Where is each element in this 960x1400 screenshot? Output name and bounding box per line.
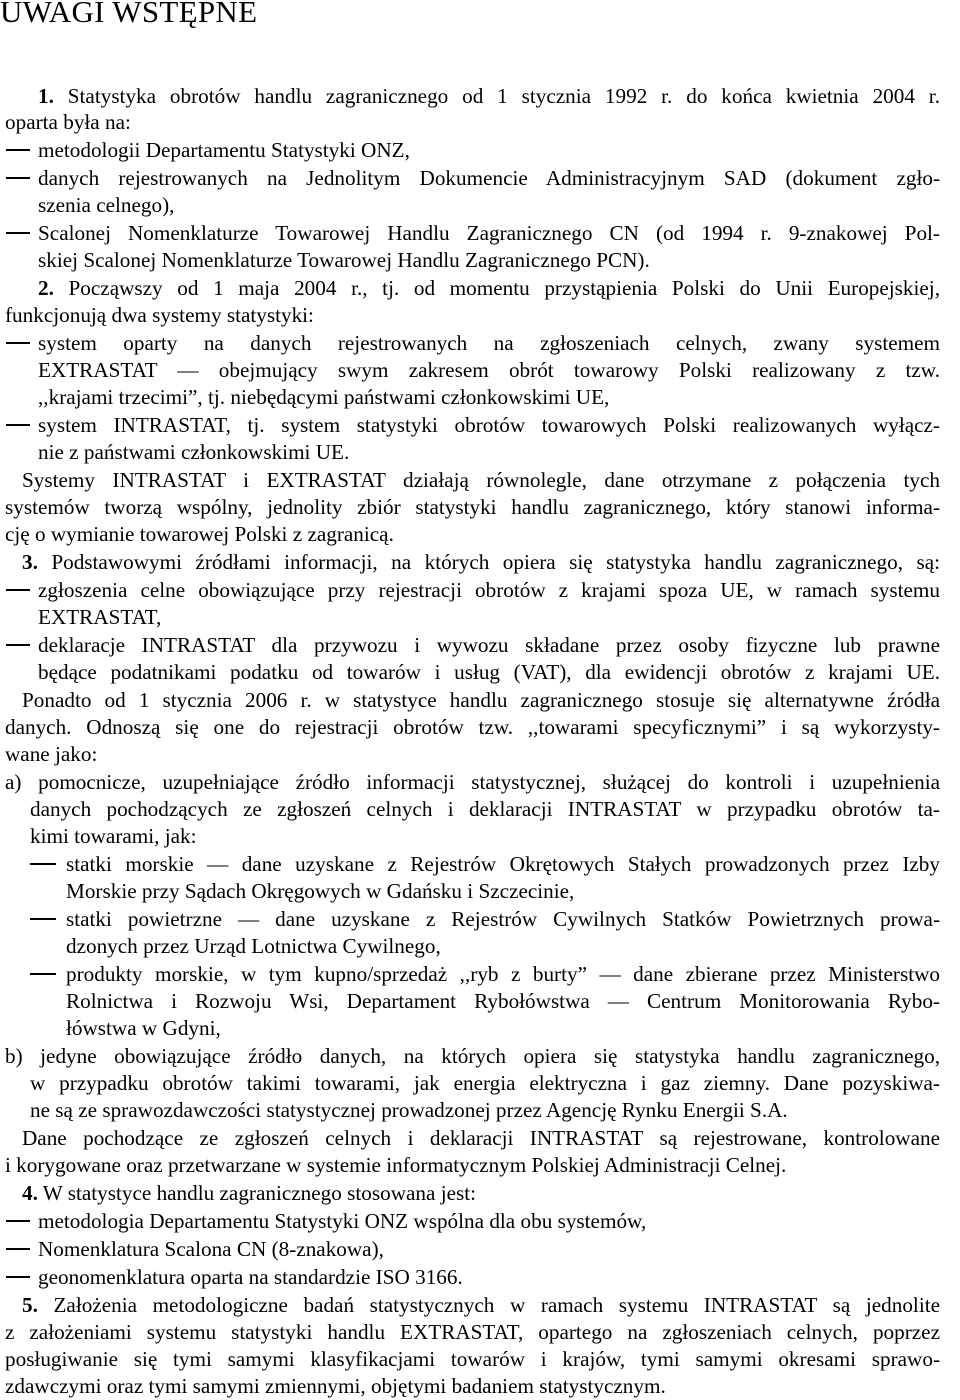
text-line <box>22 1179 476 1207</box>
sublist-item-continuation: Morskie przy Sądach Okręgowych w Gdańsku i Szczecinie, <box>66 879 575 903</box>
list-item-continuation: skiej Scalonej Nomenklaturze Towarowej Handlu Zagranicznego PCN). <box>38 248 650 272</box>
line-text: Statystyka obrotów handlu zagranicznego od 1 stycznia 1992 r. do końca kwietnia 2004 r. <box>53 84 940 108</box>
section-number: 3. <box>22 550 38 574</box>
list-item: danych rejestrowanych na Jednolitym Dokumencie Administracyjnym SAD (dokument zgło- <box>38 166 940 190</box>
list-dash <box>6 342 30 344</box>
list-dash <box>6 149 30 151</box>
list-item: deklaracje INTRASTAT dla przywozu i wywozu składane przez osoby fizyczne lub prawne <box>38 633 940 657</box>
text-line: posługiwanie się tymi samymi klasyfikacjami towarów i krajów, tymi samymi okresami sprawo- <box>5 1347 940 1371</box>
list-item: system INTRASTAT, tj. system statystyki obrotów towarowych Polski realizowanych wyłącz- <box>38 413 940 437</box>
section-number: 5. <box>22 1293 38 1317</box>
list-dash <box>30 918 56 920</box>
sublist-item-continuation: dzonych przez Urząd Lotnictwa Cywilnego, <box>66 934 441 958</box>
sublist-item: statki morskie — dane uzyskane z Rejestrów Okrętowych Stałych prowadzonych przez Izby <box>66 852 940 876</box>
list-item-continuation: szenia celnego), <box>38 193 175 217</box>
list-item: geonomenklatura oparta na standardzie ISO 3166. <box>38 1265 463 1289</box>
list-item-continuation: kimi towarami, jak: <box>30 824 197 848</box>
text-line: systemów tworzą wspólny, jednolity zbiór statystyki handlu zagranicznego, który stanowi informa- <box>5 495 940 519</box>
sublist-item-continuation: Rolnictwa i Rozwoju Wsi, Departament Rybołówstwa — Centrum Monitorowania Rybo- <box>66 989 940 1013</box>
section-number: 4. <box>22 1181 38 1205</box>
sublist-item: statki powietrzne — dane uzyskane z Rejestrów Cywilnych Statków Powietrznych prowa- <box>66 907 940 931</box>
list-dash <box>6 232 30 234</box>
text-line: zdawczymi oraz tymi samymi zmiennymi, objętymi badaniem statystycznym. <box>5 1374 666 1398</box>
list-dash <box>6 589 30 591</box>
list-dash <box>6 1276 30 1278</box>
list-item-continuation: nie z państwami członkowskimi UE. <box>38 440 350 464</box>
text-line <box>22 548 940 576</box>
list-dash <box>30 973 56 975</box>
list-item: metodologia Departamentu Statystyki ONZ wspólna dla obu systemów, <box>38 1209 647 1233</box>
sublist-item: produkty morskie, w tym kupno/sprzedaż ,,ryb z burty” — dane zbierane przez Ministerstwo <box>66 962 940 986</box>
list-item-continuation: w przypadku obrotów takimi towarami, jak energia elektryczna i gaz ziemny. Dane pozyskiwa- <box>30 1071 940 1095</box>
page-title: UWAGI WSTĘPNE <box>0 0 258 29</box>
text-line: cję o wymianie towarowej Polski z zagranicą. <box>5 522 394 546</box>
list-item-continuation: EXTRASTAT — obejmujący swym zakresem obrót towarowy Polski realizowany z tzw. <box>38 358 940 382</box>
text-line: Systemy INTRASTAT i EXTRASTAT działają równolegle, dane otrzymane z połączenia tych <box>22 468 940 492</box>
line-text: W statystyce handlu zagranicznego stosowana jest: <box>37 1181 477 1205</box>
text-line: oparta była na: <box>5 110 131 134</box>
section-number: 2. <box>38 276 54 300</box>
list-item: Nomenklatura Scalona CN (8-znakowa), <box>38 1237 384 1261</box>
text-line: Dane pochodzące ze zgłoszeń celnych i deklaracji INTRASTAT są rejestrowane, kontrolowane <box>22 1126 940 1150</box>
text-line: danych. Odnoszą się one do rejestracji obrotów tzw. ,,towarami specyficznymi” i są wykorzysty- <box>5 715 940 739</box>
list-dash <box>6 424 30 426</box>
list-item: b) jedyne obowiązujące źródło danych, na których opiera się statystyka handlu zagranicznego, <box>5 1044 940 1068</box>
text-line: wane jako: <box>5 742 98 766</box>
text-line: funkcjonują dwa systemy statystyki: <box>5 303 314 327</box>
text-line: i korygowane oraz przetwarzane w systemie informatycznym Polskiej Administracji Celnej. <box>5 1153 787 1177</box>
line-text: Podstawowymi źródłami informacji, na których opiera się statystyka handlu zagranicznego, są: <box>37 550 940 574</box>
list-item: system oparty na danych rejestrowanych na zgłoszeniach celnych, zwany systemem <box>38 331 940 355</box>
list-item-continuation: będące podatnikami podatku od towarów i usług (VAT), dla ewidencji obrotów z krajami UE. <box>38 660 940 684</box>
section-number: 1. <box>38 84 54 108</box>
text-line: Ponadto od 1 stycznia 2006 r. w statystyce handlu zagranicznego stosuje się alternatywne źródła <box>22 688 940 712</box>
list-item-continuation: EXTRASTAT, <box>38 605 162 629</box>
line-text: Począwszy od 1 maja 2004 r., tj. od momentu przystąpienia Polski do Unii Europejskiej, <box>53 276 940 300</box>
list-item: metodologii Departamentu Statystyki ONZ, <box>38 138 410 162</box>
list-item-continuation: danych pochodzących ze zgłoszeń celnych i deklaracji INTRASTAT w przypadku obrotów ta- <box>30 797 940 821</box>
list-dash <box>6 1248 30 1250</box>
list-dash <box>6 177 30 179</box>
list-item: Scalonej Nomenklaturze Towarowej Handlu Zagranicznego CN (od 1994 r. 9-znakowej Pol- <box>38 221 940 245</box>
text-line <box>38 274 940 302</box>
list-item-continuation: ,,krajami trzecimi”, tj. niebędącymi państwami członkowskimi UE, <box>38 385 610 409</box>
text-line: z założeniami systemu statystyki handlu EXTRASTAT, opartego na zgłoszeniach celnych, poprzez <box>5 1320 940 1344</box>
list-dash <box>6 1220 30 1222</box>
line-text: Założenia metodologiczne badań statystycznych w ramach systemu INTRASTAT są jednolite <box>37 1293 940 1317</box>
sublist-item-continuation: łówstwa w Gdyni, <box>66 1016 221 1040</box>
list-item: zgłoszenia celne obowiązujące przy rejestracji obrotów z krajami spoza UE, w ramach systemu <box>38 578 940 602</box>
list-dash <box>6 644 30 646</box>
list-item-continuation: ne są ze sprawozdawczości statystycznej prowadzonej przez Agencję Rynku Energii S.A. <box>30 1098 788 1122</box>
text-line <box>38 82 940 110</box>
list-dash <box>30 863 56 865</box>
text-line <box>22 1291 940 1319</box>
list-item: a) pomocnicze, uzupełniające źródło informacji statystycznej, służącej do kontroli i uzupełnienia <box>5 770 940 794</box>
